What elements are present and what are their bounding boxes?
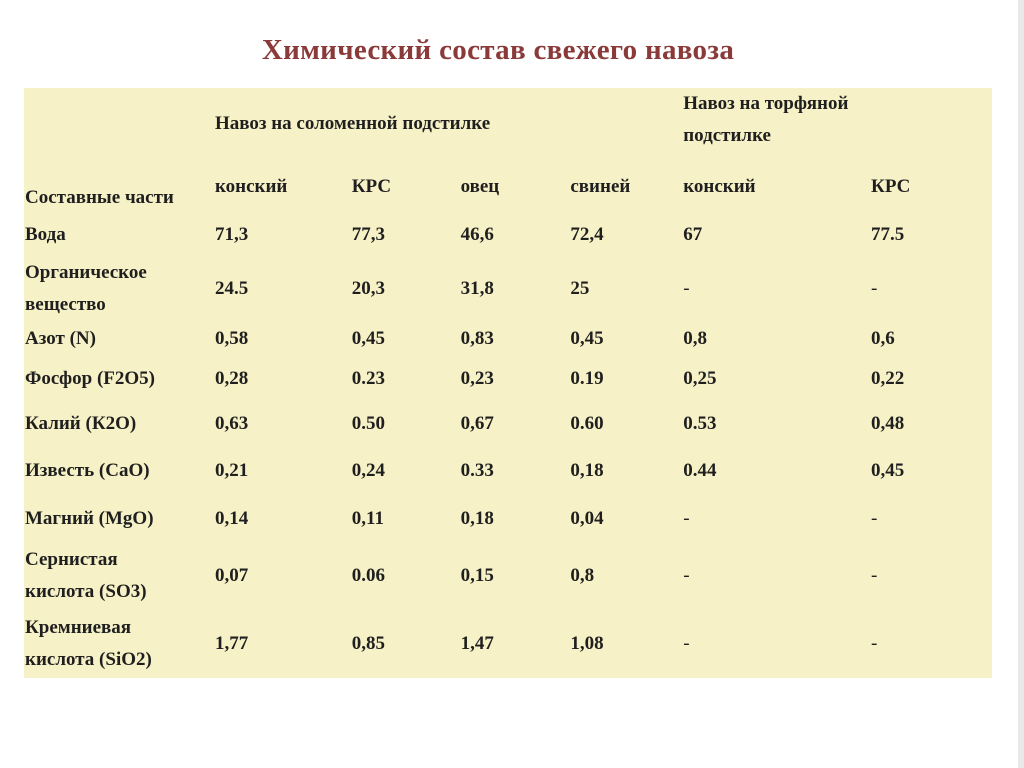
table-row [24,402,992,446]
table-cell: 0.19 [570,368,604,389]
sub-header: свиней [570,176,631,197]
table-cell: - [871,565,878,586]
table-cell: 1,47 [460,633,494,654]
table-cell: 20,3 [351,278,385,299]
table-cell: 0.33 [460,460,494,481]
table-cell: 0.53 [683,413,717,434]
table-cell: 77,3 [351,224,385,245]
table-cell: - [683,508,690,529]
row-label: Вода [25,224,66,245]
table-cell: 77.5 [871,224,905,245]
table-cell: 0,14 [214,508,249,529]
first-col-header: Составные части [25,187,174,208]
table-row [24,356,992,402]
table-row [24,256,992,322]
table-cell: 0,24 [351,460,385,481]
row-label [24,610,215,678]
table-cell: 0,67 [460,413,494,434]
table-cell: 0,48 [871,413,905,434]
sub-header: конский [214,176,288,197]
table-cell: 0,18 [460,508,494,529]
table-cell: - [683,633,690,654]
table-cell: 71,3 [214,224,249,245]
table-cell: 0,45 [351,328,385,349]
table-cell: 0,45 [570,328,604,349]
table-cell: 67 [683,224,703,245]
group-header-peat [683,88,992,160]
table-cell: 0,28 [214,368,249,389]
table-cell: 0.06 [351,565,385,586]
table-cell: 0,58 [214,328,249,349]
sub-header: конский [683,176,756,197]
table-cell: 0,6 [871,328,895,349]
table-cell: 0,63 [214,413,249,434]
table-cell: 46,6 [460,224,494,245]
row-label-text: Кремниевая кислота (SiO2) [25,617,152,670]
table-cell: 1,08 [570,633,604,654]
table-cell: 25 [570,278,590,299]
table-cell: - [683,565,690,586]
sub-header: КРС [351,176,392,197]
table-cell: 0.23 [351,368,385,389]
table-row [24,446,992,496]
table-row [24,322,992,356]
table-cell: 0,25 [683,368,717,389]
table-cell: 0,18 [570,460,604,481]
table-cell: 0,21 [214,460,249,481]
row-label [24,542,215,610]
group-header-peat-label: Навоз на торфяной подстилке [683,93,849,146]
table-cell: 0,11 [351,508,384,529]
composition-table [24,88,992,678]
table-row [24,542,992,610]
table-cell: - [871,508,878,529]
slide-edge-divider [1018,0,1024,768]
table-cell: 0,15 [460,565,494,586]
table-cell: 0.60 [570,413,604,434]
table-cell: 1,77 [214,633,249,654]
table-cell: 0,07 [214,565,249,586]
table-cell: 0,45 [871,460,905,481]
table-row [24,610,992,678]
table-cell: 0,83 [460,328,494,349]
row-label: Фосфор (F2O5) [25,368,156,389]
table-cell: - [871,633,878,654]
table-cell: 24.5 [214,278,249,299]
table-row [24,214,992,256]
sub-header: овец [460,176,500,197]
table-cell: 31,8 [460,278,494,299]
slide-title: Химический состав свежего навоза [261,34,735,66]
table-cell: 72,4 [570,224,604,245]
table-cell: - [871,278,878,299]
table-cell: 0,8 [683,328,707,349]
table-cell: 0.50 [351,413,385,434]
row-label-text: Сернистая кислота (SO3) [25,549,147,602]
row-label: Известь (CaO) [25,460,150,481]
table-cell: 0,04 [570,508,604,529]
group-header-row [24,88,992,160]
table-cell: 0,8 [570,565,595,586]
table-cell: 0,22 [871,368,905,389]
row-label: Азот (N) [25,328,96,349]
row-label [24,256,215,322]
table-cell: 0,23 [460,368,494,389]
table-row [24,496,992,542]
sub-header: КРС [871,176,911,197]
group-header-straw: Навоз на соломенной подстилке [214,113,491,134]
row-label: Магний (MgO) [25,508,154,529]
row-label: Калий (К2О) [25,413,137,434]
table-cell: 0.44 [683,460,717,481]
row-label-text: Органическое вещество [25,262,147,315]
table-cell: 0,85 [351,633,385,654]
table-cell: - [683,278,690,299]
